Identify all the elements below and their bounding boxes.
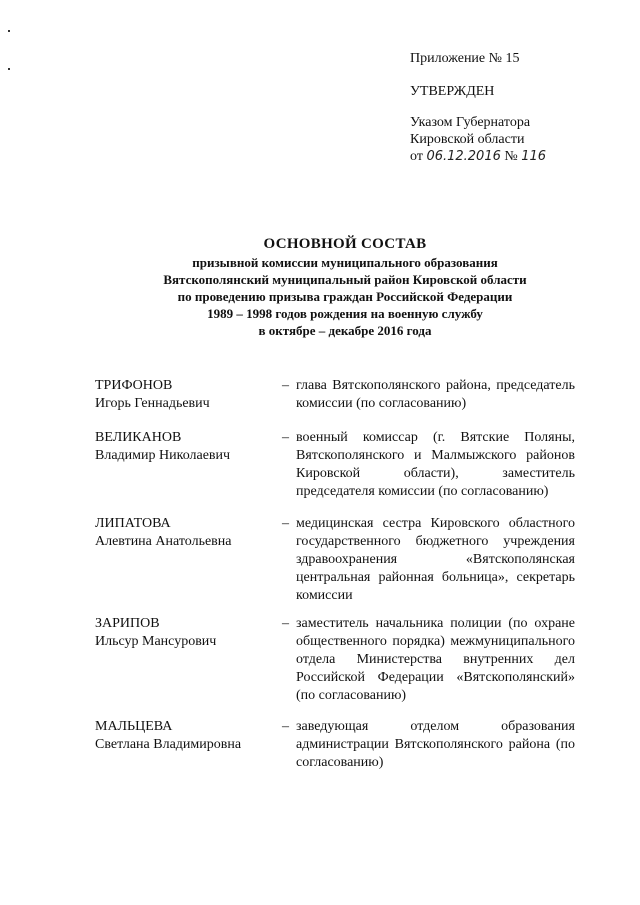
member-surname: ЗАРИПОВ [95, 616, 160, 631]
title-main: ОСНОВНОЙ СОСТАВ [263, 236, 427, 252]
date-prefix: от [410, 149, 423, 164]
member-role: военный комиссар (г. Вятские Поляны, Вятскополянского и Малмыжского районов Кировской области), заместитель председателя комиссии (по согласованию) [296, 430, 575, 499]
member-surname: МАЛЬЦЕВА [95, 719, 173, 734]
scan-speck [8, 30, 10, 32]
decree-line-2: Кировской области [410, 132, 525, 147]
member-name [95, 615, 275, 651]
member-role: заведующая отделом образования администрации Вятскополянского района (по согласованию) [296, 719, 575, 770]
member-dash: – [282, 719, 289, 734]
member-name [95, 515, 275, 551]
approved-label: УТВЕРЖДЕН [410, 84, 495, 99]
member-surname: ТРИФОНОВ [95, 378, 173, 393]
member-role: заместитель начальника полиции (по охране общественного порядка) межмуниципального отдела Министерства внутренних дел Российской Федерации «Вятскополянский» (по согласованию) [296, 616, 575, 703]
member-dash: – [282, 378, 289, 393]
decree-line-1: Указом Губернатора [410, 115, 531, 130]
member-surname: ВЕЛИКАНОВ [95, 430, 182, 445]
member-given-name: Владимир Николаевич [95, 448, 231, 463]
appendix-label: Приложение № 15 [410, 51, 520, 66]
member-surname: ЛИПАТОВА [95, 516, 171, 531]
member-dash: – [282, 616, 289, 631]
number-sign: № [504, 149, 518, 164]
title-line: призывной комиссии муниципального образования [192, 255, 498, 270]
title-line: по проведению призыва граждан Российской Федерации [177, 289, 513, 304]
member-role: медицинская сестра Кировского областного государственного бюджетного учреждения здравоохранения «Вятскополянская центральная районная больница», секретарь комиссии [296, 516, 575, 603]
decree-date-line [410, 148, 610, 165]
member-given-name: Светлана Владимировна [95, 737, 242, 752]
member-given-name: Игорь Геннадьевич [95, 396, 210, 411]
member-dash: – [282, 516, 289, 531]
member-given-name: Алевтина Анатольевна [95, 534, 232, 549]
member-role: глава Вятскополянского района, председатель комиссии (по согласованию) [296, 378, 575, 411]
member-name [95, 429, 275, 465]
approval-block [410, 50, 610, 165]
number-value: 116 [521, 149, 547, 164]
title-line: в октябре – декабре 2016 года [258, 323, 432, 338]
title-line: Вятскополянский муниципальный район Кировской области [163, 272, 527, 287]
member-name [95, 718, 275, 754]
member-name [95, 377, 275, 413]
member-given-name: Ильсур Мансурович [95, 634, 217, 649]
title-line: 1989 – 1998 годов рождения на военную службу [207, 306, 483, 321]
scan-speck [8, 68, 10, 70]
member-dash: – [282, 430, 289, 445]
date-value: 06.12.2016 [426, 149, 501, 164]
document-title [90, 234, 600, 339]
